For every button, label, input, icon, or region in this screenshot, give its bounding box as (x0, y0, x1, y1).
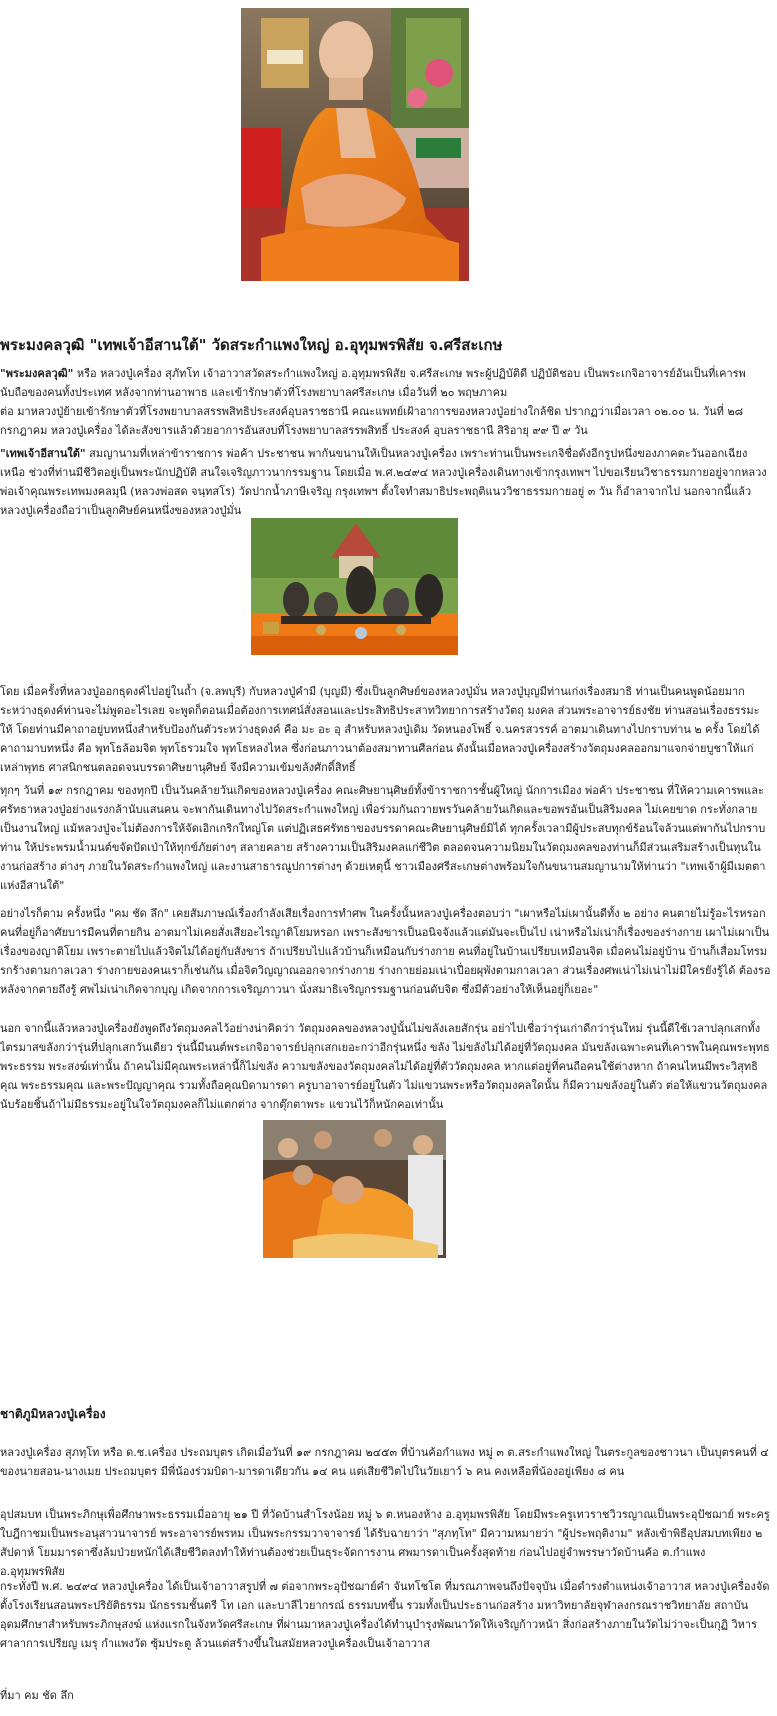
intro-text: หรือ หลวงปู่เครื่อง สุภัทโท เจ้าอาวาสวัดสระกำแพงใหญ่ อ.อุทุมพรพิสัย จ.ศรีสะเกษ พระผู้ปฏิบัติดี ปฏิบัติชอบ เป็นพระเกจิอาจารย์อันเป็นที่เคารพนับถือของคนทั้งประเทศ หลังจากท่านอาพาธ และเข้ารักษาตัวที่โรงพยาบาลศรีสะเกษ เมื่อวันที่ ๒๐ พฤษภาคม (0, 367, 746, 399)
article-title: พระมงคลวุฒิ "เทพเจ้าอีสานใต้" วัดสระกำแพงใหญ่ อ.อุทุมพรพิสัย จ.ศรีสะเกษ (0, 336, 503, 354)
paragraph-birthday: ทุกๆ วันที่ ๑๙ กรกฎาคม ของทุกปี เป็นวันคล้ายวันเกิดของหลวงปู่เครื่อง คณะศิษยานุศิษย์ทั้งข้าราชการชั้นผู้ใหญ่ นักการเมือง พ่อค้า ประชาชน ที่ให้ความเคารพและศรัทธาหลวงปู่อย่างแรงกล้านับแสนคน จะพากันเดินทางไปวัดสระกำแพงใหญ่ เพื่อร่วมกันถวายพรวันคล้ายวันเกิดและขอพรอันเป็นสิริมงคล ไม่เคยขาด กระทั่งกลายเป็นงานใหญ่ แม้หลวงปู่จะไม่ต้องการให้จัดเอิกเกริกใหญ่โต แต่ปฏิเสธศรัทธาของบรรดาคณะศิษยานุศิษย์มิได้ ทุกครั้งเวลามีผู้ประสบทุกข์ร้อนใจล้วนแต่พากันไปกราบท่าน ให้ประพรมน้ำมนต์ขจัดปัดเป่าให้ทุกข์ภัยต่างๆ สลายคลาย สร้างความเป็นสิริมงคลแก่ชีวิต ตลอดจนความนิยมในวัตถุมงคลของท่านก็มีส่วนเสริมสร้างเป็นทุนในงานก่อสร้าง ต่างๆ ภายในวัดสระกำแพงใหญ่ และงานสาธารณูปการต่างๆ ด้วยเหตุนี้ ชาวเมืองศรีสะเกษต่างพร้อมใจกันขนานสมญานามให้ท่านว่า "เทพเจ้าผู้มีเมตตาแห่งอีสานใต้" (0, 784, 766, 892)
nickname-text: สมญานามที่เหล่าข้าราชการ พ่อค้า ประชาชน พากันขนานให้เป็นหลวงปู่เครื่อง เพราะท่านเป็นพระเกจิชื่อดังอีกรูปหนึ่งของภาคตะวันออกเฉียงเหนือ ช่วงที่ท่านมีชีวิตอยู่เป็นพระนักปฏิบัติ สนใจเจริญภาวนากรรมฐาน โดยเมื่อ พ.ศ.๒๔๙๔ หลวงปู่เครื่องเดินทางเข้ากรุงเทพฯ ไปขอเรียนวิชาธรรมกายอยู่จากหลวงพ่อเจ้าคุณพระเทพมงคลมุนี (หลวงพ่อสด จนฺทสโร) วัดปากน้ำภาษีเจริญ กรุงเทพฯ ตั้งใจทำสมาธิประพฤติแนววิชาธรรมกายอยู่ ๓ วัน ก็อำลาจากไป นอกจากนี้แล้วหลวงปู่เครื่องถือว่าเป็นลูกศิษย์คนหนึ่งของหลวงปู่มั่น (0, 447, 767, 517)
paragraph-intro (0, 364, 772, 402)
nickname-bold: "เทพเจ้าอีสานใต้" (0, 447, 86, 460)
paragraph-nickname (0, 444, 772, 520)
ceremony-photo (263, 1120, 446, 1258)
paragraph-ordination: อุปสมบท เป็นพระภิกษุเพื่อศึกษาพระธรรมเมื่ออายุ ๒๑ ปี ที่วัดบ้านสำโรงน้อย หมู่ ๖ ต.หนองห้าง อ.อุทุมพรพิสัย โดยมีพระครูเทวราชวิวรญาณเป็นพระอุปัชฌาย์ พระครูใบฎีกาชมเป็นพระอนุสาวนาจารย์ พระอาจารย์พรหม เป็นพระกรรมวาจาจารย์ ได้รับฉายาว่า "สุภทฺโท" มีความหมายว่า "ผู้ประพฤติงาม" หลังเข้าพิธีอุปสมบทเพียง ๒ สัปดาห์ โยมมารดาซึ่งล้มป่วยหนักได้เสียชีวิตลงทำให้ท่านต้องช่วยเป็นธุระจัดการงาน ศพมารดาเป็นครั้งสุดท้าย ก่อนไปอยู่จำพรรษาวัดบ้านค้อ ต.กำแพง อ.อุทุมพรพิสัย (0, 1508, 770, 1578)
paragraph-lineage: โดย เมื่อครั้งที่หลวงปู่ออกธุดงค์ไปอยู่ในถ้ำ (จ.ลพบุรี) กับหลวงปู่คำมี (บุญมี) ซึ่งเป็นลูกศิษย์ของหลวงปู่มั่น หลวงปู่บุญมีท่านเก่งเรื่องสมาธิ ท่านเป็นคนพูดน้อยมาก ระหว่างธุดงค์ท่านจะไม่พูดอะไรเลย จะพูดก็ตอนเมื่อต้องการเทศน์สั่งสอนและประสิทธิประสาทวิทยาการสร้างวัตถุ มงคล ส่วนพระอาจารย์ธงชัย ท่านสอนเรื่องธรรมะให้ โดยท่านมีคาถาอยู่บทหนึ่งสำหรับป้องกันตัวระหว่างธุดงค์ คือ มะ อะ อุ สำหรับหลวงปู่เดิม วัดหนองโพธิ์ จ.นครสวรรค์ อาตมาเดินทางไปกราบท่าน ๒ ครั้ง โดยได้คาถามาบทหนึ่ง คือ พุทโธล้อมจิต พุทโธรวมใจ พุทโธหลงไหล ซึ่งก่อนภาวนาต้องสมาทานศีลก่อน ดังนั้นเมื่อหลวงปู่เครื่องสร้างวัตถุมงคลออกมาแจกจ่ายบูชาให้แก่เหล่าพุทธ ศาสนิกชนตลอดจนบรรดาศิษยานุศิษย์ จึงมีความเข้มขลังศักดิ์สิทธิ์ (0, 685, 760, 774)
amulet-statues-photo (251, 518, 458, 655)
paragraph-birth: หลวงปู่เครื่อง สุภทฺโท หรือ ด.ช.เครื่อง ประถมบุตร เกิดเมื่อวันที่ ๑๙ กรกฎาคม ๒๔๕๓ ที่บ้านค้อกำแพง หมู่ ๓ ต.สระกำแพงใหญ่ ในตระกูลของชาวนา เป็นบุตรคนที่ ๔ ของนายสอน-นางเมย ประถมบุตร มีพี่น้องร่วมบิดา-มารดาเดียวกัน ๑๔ คน แต่เสียชีวิตไปในวัยเยาว์ ๖ คน คงเหลือพี่น้องอยู่เพียง ๘ คน (0, 1446, 769, 1478)
paragraph-amulets: นอก จากนี้แล้วหลวงปู่เครื่องยังพูดถึงวัตถุมงคลไว้อย่างน่าคิดว่า วัตถุมงคลของหลวงปู่นั้นไม่ขลังเลยสักรุ่น อย่าไปเชื่อว่ารุ่นเก่าดีกว่ารุ่นใหม่ รุ่นนี้ดีใช้เวลาปลุกเสกทั้งไตรมาสขลังกว่ารุ่นที่ปลุกเสกวันเดียว รุ่นนี้มีนนต์พระเกจิอาจารย์ปลุกเสกเยอะกว่าอีกรุ่นหนึ่ง ขลัง ไม่ขลังไม่ได้อยู่ที่วัตถุมงคล มันขลังเฉพาะคนที่เคารพในคุณพระพุทธ พระธรรม พระสงฆ์เท่านั้น ถ้าคนไม่มีคุณพระเหล่านี้ก็ไม่ขลัง ความขลังของวัตถุมงคลไม่ได้อยู่ที่ตัววัตถุมงคล หากแต่อยู่ที่คนถือคนใช้ต่างหาก ถ้าคนไหนมีพระวิสุทธิคุณ พระธรรมคุณ และพระปัญญาคุณ รวมทั้งถือคุณบิดามารดา ครูบาอาจารย์อยู่ในตัว ไม่แขวนพระหรือวัตถุมงคลใดนั้น ก็มีความขลังอยู่ในตัว ต่อให้แขวนวัตถุมงคลนับร้อยชิ้นถ้าไม่มีธรรมะอยู่ในใจวัตถุมงคลก็ไม่แตกต่าง จากตุ๊กตาพระ แขวนไว้ก็หนักคอเท่านั้น (0, 1022, 770, 1111)
intro-bold-name: "พระมงคลวุฒิ" (0, 367, 74, 380)
section-heading-biography: ชาติภูมิหลวงปู่เครื่อง (0, 1407, 106, 1421)
paragraph-passing: ต่อ มาหลวงปู่ย้ายเข้ารักษาตัวที่โรงพยาบาลสรรพสิทธิประสงค์อุบลราชธานี คณะแพทย์เฝ้าอาการของหลวงปู่อย่างใกล้ชิด ปรากฏว่าเมื่อเวลา ๐๒.๐๐ น. วันที่ ๒๘ กรกฎาคม หลวงปู่เครื่อง ได้ละสังขารแล้วด้วยอาการอันสงบที่โรงพยาบาลสรรพสิทธิ์ ประสงค์ อุบลราชธานี สิริอายุ ๙๙ ปี ๙ วัน (0, 405, 744, 437)
source-credit: ที่มา คม ชัด ลึก (0, 1689, 74, 1702)
paragraph-abbot: กระทั่งปี พ.ศ. ๒๔๙๔ หลวงปู่เครื่อง ได้เป็นเจ้าอาวาสรูปที่ ๗ ต่อจากพระอุปัชฌาย์คำ จันทโชโต ที่มรณภาพจนถึงปัจจุบัน เมื่อดำรงตำแหน่งเจ้าอาวาส หลวงปู่เครื่องจัดตั้งโรงเรียนสอนพระปริยัติธรรม นักธรรมชั้นตรี โท เอก และบาลีไวยากรณ์ ธรรมบทขึ้น รวมทั้งเป็นประธานก่อสร้าง มหาวิทยาลัยจุฬาลงกรณราชวิทยาลัย สถาบันอุดมศึกษาสำหรับพระภิกษุสงฆ์ แห่งแรกในจังหวัดศรีสะเกษ ที่ผ่านมาหลวงปู่เครื่องได้ทำนุบำรุงพัฒนาวัดให้เจริญก้าวหน้า สิ่งก่อสร้างภายในวัดไม่ว่าจะเป็นกุฏิ วิหาร ศาลาการเปรียญ เมรุ กำแพงวัด ซุ้มประตู ล้วนแต่สร้างขึ้นในสมัยหลวงปู่เครื่องเป็นเจ้าอาวาส (0, 1580, 770, 1650)
paragraph-interview: อย่างไรก็ตาม ครั้งหนึ่ง "คม ชัด ลึก" เคยสัมภาษณ์เรื่องกำลังเสียเรื่องการทำศพ ในครั้งนั้นหลวงปู่เครื่องตอบว่า "เผาหรือไม่เผานั้นดีทั้ง ๒ อย่าง คนตายไม่รู้อะไรหรอก คนที่อยู่ก็อาศัยบารมีคนที่ตายกิน อาตมาไม่เคยสั่งเสียอะไรญาติโยมหรอก เพราะสังขารเป็นอนิจจังแล้วแต่มันจะเป็นไป เน่าหรือไม่เน่าก็เรื่องของร่างกาย เผาไม่เผาเป็นเรื่องของญาติโยม เพราะตายไปแล้วจิตไม่ได้อยู่กับสังขาร ถ้าเปรียบไปแล้วบ้านก็เหมือนกับร่างกาย คนที่อยู่ในบ้านเปรียบเหมือนจิต เมื่อคนไม่อยู่บ้าน บ้านก็เสื่อมโทรมรกร้างตามกาลเวลา ร่างกายของคนเราก็เช่นกัน เมื่อจิตวิญญาณออกจากร่างกาย ร่างกายย่อมเน่าเปื่อยผุพังตามกาลเวลา ส่วนเรื่องศพเน่าไม่เน่าไม่มีใครยังรู้ได้ ต้องรอหลังจากตายถึงรู้ ศพไม่เน่าเกิดจากบุญ เกิดจากการเจริญภาวนา นั่งสมาธิเจริญกรรมฐานก่อนดับจิต ซึ่งมีตัวอย่างให้เห็นอยู่ก็เยอะ" (0, 907, 771, 996)
monk-portrait-photo (241, 8, 469, 281)
